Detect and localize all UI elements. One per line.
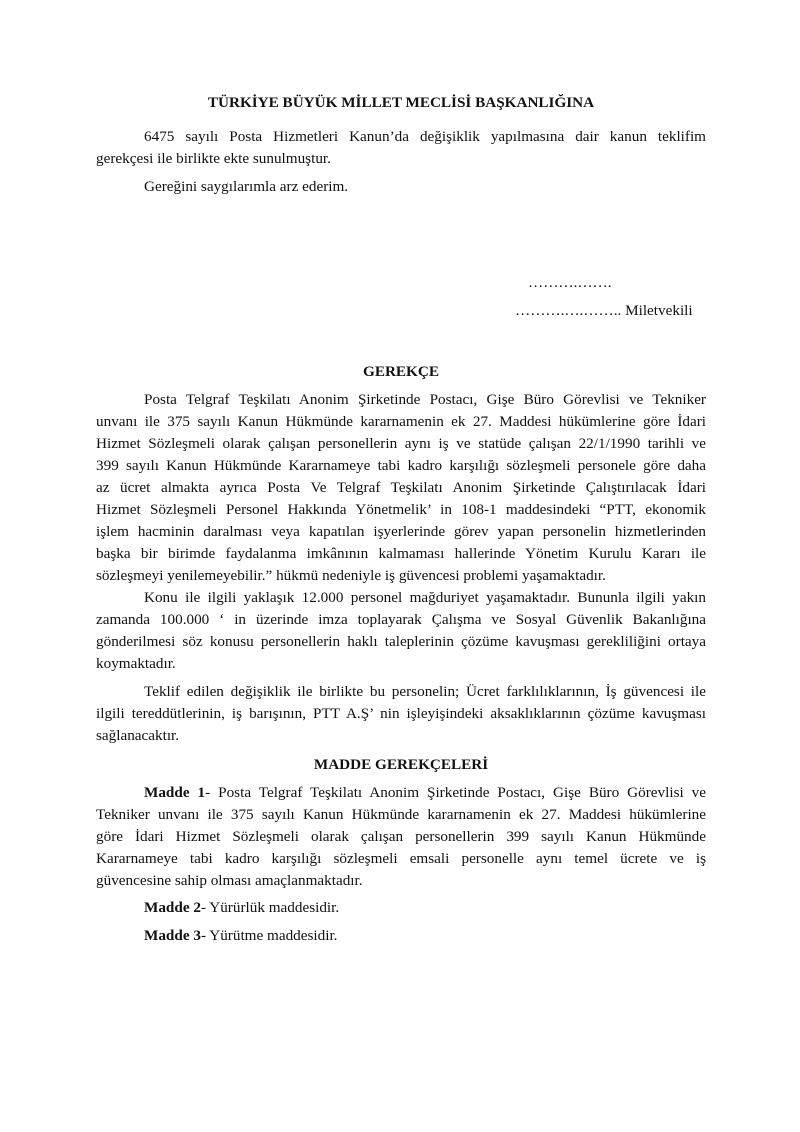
gerekce-p3-line: sağlanacaktır. bbox=[96, 727, 180, 744]
madde-2-label: Madde 2 bbox=[144, 899, 201, 916]
madde-1-line: güvencesine sahip olması amaçlanmaktadır. bbox=[96, 872, 363, 889]
madde-3-line bbox=[144, 928, 337, 943]
gerekce-p1-line: unvanı ile 375 sayılı Kanun Hükmünde kararnamenin ek 27. Maddesi hükümlerine göre İdari bbox=[96, 413, 706, 430]
gerekce-p1-line: 399 sayılı Kanun Hükmünde Kararnameye tabi kadro karşılığı sözleşmeli personele göre daha bbox=[96, 457, 706, 474]
gerekce-p3-line: Teklif edilen değişiklik ile birlikte bu personelin; Ücret farklılıklarının, İş güvencesi ile bbox=[144, 683, 706, 700]
madde-1-line: Kararnameye tabi kadro karşılığı sözleşmeli emsali personelle aynı temel ücrete ve iş bbox=[96, 850, 706, 867]
gerekce-p1-line: işlem hacminin daralması veya kapatılan işyerlerinde görev yapan personelin hizmetlerinden bbox=[96, 523, 706, 540]
gerekce-p1-line: Posta Telgraf Teşkilatı Anonim Şirketinde Postacı, Gişe Büro Görevlisi ve Tekniker bbox=[144, 391, 706, 408]
gerekce-p1-line: az ücret almakta ayrıca Posta Ve Telgraf Teşkilatı Anonim Şirketinde Çalıştırılacak İdari bbox=[96, 479, 706, 496]
gerekce-p3-line: ilgili tereddütlerinin, iş barışının, PTT A.Ş’ nin işleyişindeki aksaklıklarının çözüme kavuşması bbox=[96, 705, 706, 722]
madde-2-line bbox=[144, 900, 339, 915]
document-title: TÜRKİYE BÜYÜK MİLLET MECLİSİ BAŞKANLIĞINA bbox=[207, 94, 595, 111]
closing-line: Gereğini saygılarımla arz ederim. bbox=[144, 178, 349, 195]
gerekce-p1-line: Hizmet Sözleşmeli olarak çalışan personellerin aynı iş ve statüde çalışan 22/1/1990 tarihli ve bbox=[96, 435, 706, 452]
madde-1-line: göre İdari Hizmet Sözleşmeli olarak çalışan personellerin 399 sayılı Kanun Hükmünde bbox=[96, 828, 706, 845]
signature-name: ……….……. bbox=[528, 274, 612, 291]
signature-title: ……….….…….. Miletvekili bbox=[515, 302, 693, 319]
madde-heading: MADDE GEREKÇELERİ bbox=[313, 756, 489, 773]
gerekce-p2-line: gönderilmesi söz konusu personellerin haklı taleplerinin çözüme kavuşması gerekliliğini ortaya bbox=[96, 633, 706, 650]
intro-line-1: 6475 sayılı Posta Hizmetleri Kanun’da değişiklik yapılmasına dair kanun teklifim bbox=[144, 128, 706, 145]
gerekce-p2-line: koymaktadır. bbox=[96, 655, 176, 672]
madde-1-label: Madde 1 bbox=[144, 784, 206, 801]
madde-3-label: Madde 3 bbox=[144, 927, 201, 944]
gerekce-p1-line: Hizmet Sözleşmeli Personel Hakkında Yönetmelik’ in 108-1 maddesindeki “PTT, ekonomik bbox=[96, 501, 706, 518]
gerekce-p2-line: Konu ile ilgili yaklaşık 12.000 personel mağduriyet yaşamaktadır. Bununla ilgili yakın bbox=[144, 589, 706, 606]
gerekce-p1-line: başka bir birimde faydalanma imkânının kalmaması hallerinde Yönetim Kurulu Kararı ile bbox=[96, 545, 706, 562]
madde-3-text: - Yürütme maddesidir. bbox=[200, 927, 338, 944]
madde-1-line: Tekniker unvanı ile 375 sayılı Kanun Hükmünde kararnamenin ek 27. Maddesi hükümlerine bbox=[96, 806, 706, 823]
gerekce-p1-line: sözleşmeyi yenilemeyebilir.” hükmü nedeniyle iş güvencesi problemi yaşamaktadır. bbox=[96, 567, 606, 584]
gerekce-p2-line: zamanda 100.000 ‘ in üzerinde imza toplayarak Çalışma ve Sosyal Güvenlik Bakanlığına bbox=[96, 611, 706, 628]
madde-1-line bbox=[144, 785, 706, 800]
madde-1-text: - Posta Telgraf Teşkilatı Anonim Şirketinde Postacı, Gişe Büro Görevlisi ve bbox=[205, 784, 706, 801]
gerekce-heading: GEREKÇE bbox=[363, 363, 439, 380]
intro-line-2: gerekçesi ile birlikte ekte sunulmuştur. bbox=[96, 150, 331, 167]
madde-2-text: - Yürürlük maddesidir. bbox=[200, 899, 340, 916]
